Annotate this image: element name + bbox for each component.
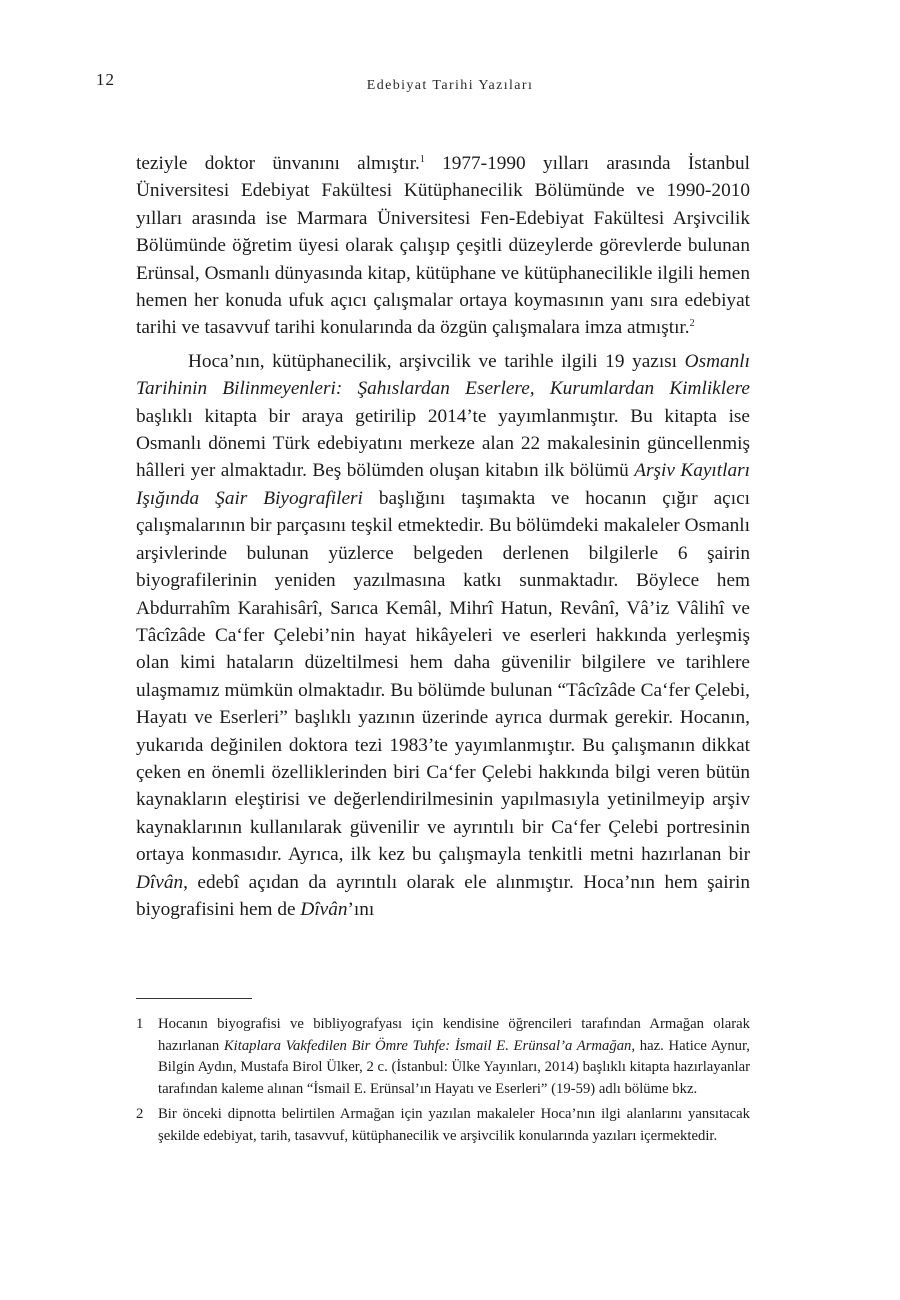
divan-term: Dîvân <box>300 898 348 920</box>
footnote-ref-1[interactable]: 1 <box>419 154 425 165</box>
paragraph-2: Hoca’nın, kütüphanecilik, arşivcilik ve tarihle ilgili 19 yazısı Osmanlı Tarihinin Bilinmeyenleri: Şahıslardan Eserlere, Kurumlardan Kimliklere başlıklı kitapta bir araya getirilip 2014’te yayımlanmıştır. Bu kitapta ise Osmanlı dönemi Türk edebiyatını merkeze alan 22 makalesinin güncellenmiş hâlleri yer almaktadır. Beş bölümden oluşan kitabın ilk bölümü Arşiv Kayıtları Işığında Şair Biyografileri başlığını taşımakta ve hocanın çığır açıcı çalışmalarının bir parçasını teşkil etmektedir. Bu bölümdeki makaleler Osmanlı arşivlerinde bulunan yüzlerce belgeden derlenen bilgilerle 6 şairin biyografilerinin yeniden yazılmasına katkı sunmaktadır. Böylece hem Abdurrahîm Karahisârî, Sarıca Kemâl, Mihrî Hatun, Revânî, Vâ’iz Vâlihî ve Tâcîzâde Ca‘fer Çelebi’nin hayat hikâyeleri ve eserleri hakkında yerleşmiş olan kimi hataların düzeltilmesi hem daha güvenilir bilgilere ve tarihlere ulaşmamız mümkün olmaktadır. Bu bölümde bulunan “Tâcîzâde Ca‘fer Çelebi, Hayatı ve Eserleri” başlıklı yazının üzerinde ayrıca durmak gerekir. Hocanın, yukarıda değinilen doktora tezi 1983’te yayımlanmıştır. Bu çalışmanın dikkat çeken en önemli özelliklerinden biri Ca‘fer Çelebi hakkında bilgi veren bütün kaynakların eleştirisi ve değerlendirilmesinin yapılmasıyla yetinilmeyip arşiv kaynaklarının kullanılarak güvenilir ve ayrıntılı bir Ca‘fer Çelebi portresinin ortaya konmasıdır. Ayrıca, ilk kez bu çalışmayla tenkitli metni hazırlanan bir Dîvân, edebî açıdan da ayrıntılı olarak ele alınmıştır. Hoca’nın hem şairin biyografisini hem de Dîvân’ını <box>136 350 751 920</box>
footnote-divider <box>136 998 252 999</box>
footnote-text: Hocanın biyografisi ve bibliyografyası için kendisine öğrencileri tarafından Armağan olarak hazırlanan Kitaplara Vakfedilen Bir Ömre Tuhfe: İsmail E. Erünsal’a Armağan, haz. Hatice Aynur, Bilgin Aydın, Mustafa Birol Ülker, 2 c. (İstanbul: Ülke Yayınları, 2014) başlıklı kitapta hazırlayanlar tarafından kaleme alınan “İsmail E. Erünsal’ın Hayatı ve Eserleri” (19-59) adlı bölüme bkz. <box>158 1016 750 1097</box>
footnote-text: Bir önceki dipnotta belirtilen Armağan için yazılan makaleler Hoca’nın ilgi alanlarını yansıtacak şekilde edebiyat, tarih, tasavvuf, kütüphanecilik ve arşivcilik konularında yazıları içermektedir. <box>158 1106 750 1144</box>
book-title: Osmanlı Tarihinin Bilinmeyenleri: Şahıslardan Eserlere, Kurumlardan Kimliklere <box>136 350 750 400</box>
divan-term: Dîvân <box>136 871 184 893</box>
page-number: 12 <box>96 70 115 89</box>
footnote-1 <box>136 1014 750 1100</box>
footnote-ref-2[interactable]: 2 <box>689 318 695 330</box>
body-text <box>136 150 750 929</box>
footnote-2 <box>136 1104 750 1147</box>
paragraph-1: teziyle doktor ünvanını almıştır.$^1$ 1977-1990 yılları arasında İstanbul Üniversitesi Edebiyat Fakültesi Kütüphanecilik Bölümünde ve 1990-2010 yılları arasında ise Marmara Üniversitesi Fen-Edebiyat Fakültesi Arşivcilik Bölümünde öğretim üyesi olarak çalışıp çeşitli düzeylerde görevlerde bulunan Erünsal, Osmanlı dünyasında kitap, kütüphane ve kütüphanecilikle ilgili hemen hemen her konuda ufuk açıcı çalışmalar ortaya koymasının yanı sıra edebiyat tarihi ve tasavvuf tarihi konularında da özgün çalışmalara imza atmıştır.$^2$ <box>136 153 751 339</box>
footnotes <box>136 1014 750 1152</box>
running-header: Edebiyat Tarihi Yazıları <box>366 78 534 93</box>
section-title: Arşiv Kayıtları Işığında Şair Biyografileri <box>136 460 751 509</box>
footnote-number: 1 <box>136 1016 144 1032</box>
footnote-number: 2 <box>136 1106 144 1123</box>
